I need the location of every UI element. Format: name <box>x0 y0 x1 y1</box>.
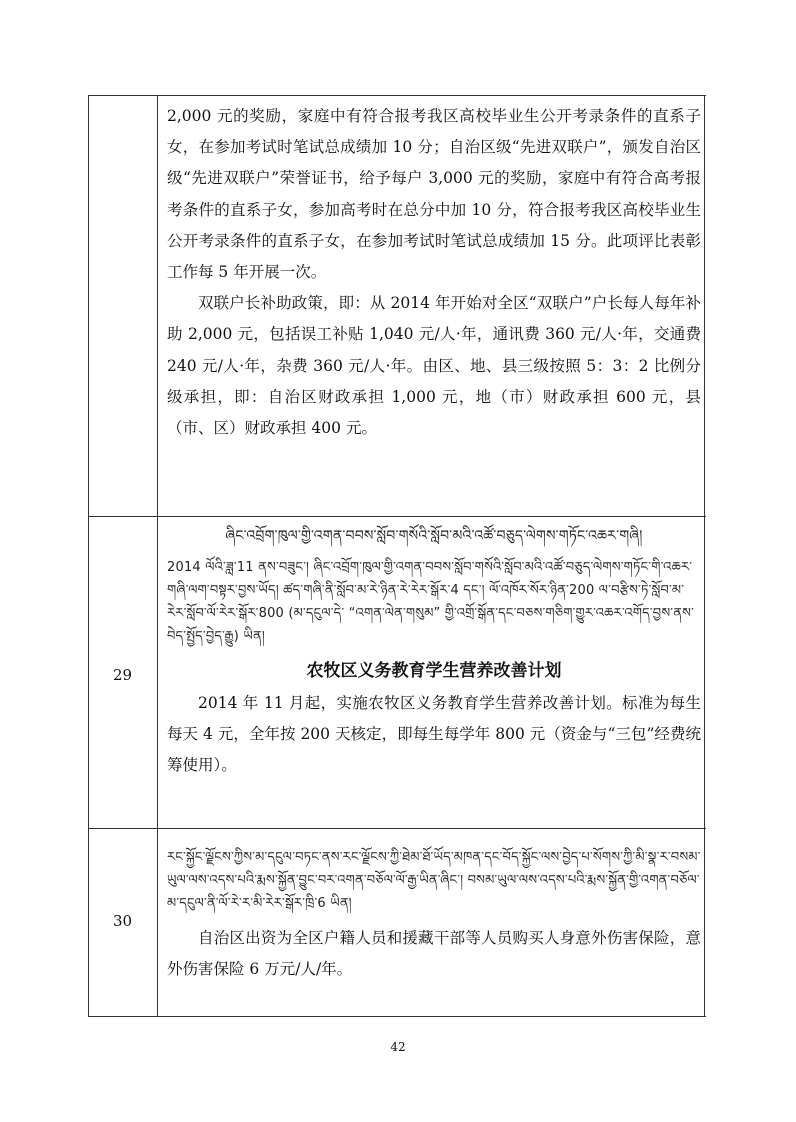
row-content <box>167 522 701 782</box>
paragraph: 2,000 元的奖励，家庭中有符合报考我区高校毕业生公开考录条件的直系子女，在参加考试时笔试总成绩加 10 分；自治区级“先进双联户”，颁发自治区级“先进双联户”荣誉证书，给予每户 3,000 元的奖励，家庭中有符合高考报考条件的直系子女，参加高考时在总分中加 10 分，符合报考我区高校毕业生公开考录条件的直系子女，在参加考试时笔试总成绩加 15 分。此项评比表彰工作每 5 年开展一次。 <box>167 107 701 282</box>
tibetan-paragraph: 2014 ལོའི་ཟླ་11 ནས་བཟུང་། ཞིང་འབྲོག་ཁུལ་གྱི་འགན་བབས་སློབ་གསོའི་སློབ་མའི་འཚོ་བཅུད་ལེགས་གཏོང་གི་འཆར་གཞི་ལག་བསྟར་བྱས་ཡོད། ཚད་གཞི་ནི་སློབ་མ་རེ་ཉིན་རེ་རེར་སྒོར་4 དང་། ལོ་འཁོར་སོར་ཉིན་200 ལ་བརྩིས་ཏེ་སློབ་མ་རེར་སློབ་ལོ་རེར་སྒོར་800 (མ་དངུལ་དེ་ “འགན་ལེན་གསུམ” གྱི་འགྲོ་སྒོན་དང་བཅས་གཅིག་གྱུར་འཆར་འགོད་བྱས་ནས་བེད་སྤྱོད་བྱེད་རྒྱུ) ཡིན། <box>167 560 694 644</box>
table-row <box>88 828 706 1016</box>
table-row <box>88 516 706 828</box>
tibetan-title: ཞིང་འབྲོག་ཁུལ་གྱི་འགན་བབས་སློབ་གསོའི་སློབ་མའི་འཚོ་བཅུད་ལེགས་གཏོང་འཆར་གཞི། <box>225 528 643 544</box>
page-number: 42 <box>390 1040 406 1054</box>
section-heading: 农牧区义务教育学生营养改善计划 <box>306 661 562 681</box>
tibetan-paragraph: རང་སྐྱོང་ལྗོངས་ཀྱིས་མ་དངུལ་བཏང་ནས་རང་ལྗོངས་ཀྱི་ཐེམ་ཐོ་ཡོད་མཁན་དང་བོད་སྐྱོང་ལས་བྱེད་པ་སོགས་ཀྱི་མི་སྣ་ར་བསམ་ཡུལ་ལས་འདས་པའི་རྨས་སྐྱོན་བྱུང་བར་འགན་བཅོལ་ལོ་རྒྱ་ཡིན་ཞིང་། བསམ་ཡུལ་ལས་འདས་པའི་རྨས་སྐྱོན་གྱི་འགན་བཅོལ་མ་དངུལ་ནི་ལོ་རེ་ར་མི་རེར་སྒོར་ཁྲི་6 ཡིན། <box>167 850 701 911</box>
row-content <box>167 101 701 444</box>
row-number: 30 <box>112 912 133 930</box>
row-number: 29 <box>112 666 133 684</box>
paragraph: 2014 年 11 月起，实施农牧区义务教育学生营养改善计划。标准为每生每天 4 元，全年按 200 天核定，即每生每学年 800 元（资金与“三包”经费统筹使用）。 <box>167 694 701 775</box>
policy-table <box>88 95 706 1017</box>
paragraph: 双联户长补助政策，即：从 2014 年开始对全区“双联户”户长每人每年补助 2,000 元，包括误工补贴 1,040 元/人·年，通讯费 360 元/人·年，交通费 240 元/人·年，杂费 360 元/人·年。由区、地、县三级按照 5：3：2 比例分级承担，即：自治区财政承担 1,000 元，地（市）财政承担 600 元，县（市、区）财政承担 400 元。 <box>167 294 701 438</box>
table-bottom-border <box>88 1016 706 1017</box>
row-content <box>167 846 701 985</box>
paragraph: 自治区出资为全区户籍人员和援藏干部等人员购买人身意外伤害保险，意外伤害保险 6 万元/人/年。 <box>167 929 701 979</box>
table-row <box>88 95 706 516</box>
